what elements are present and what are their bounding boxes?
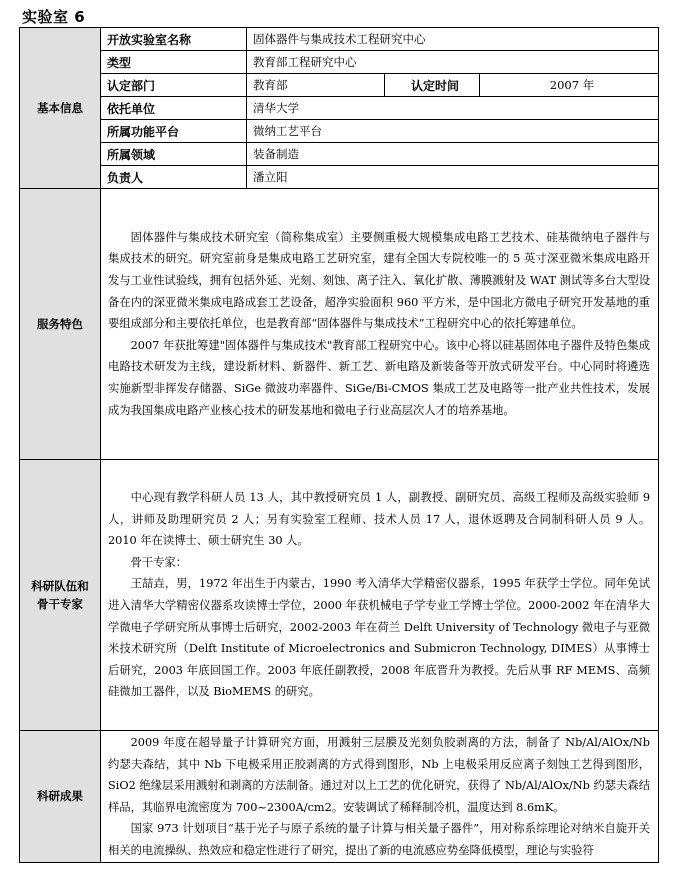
label-lab-name: 开放实验室名称 [101, 28, 247, 51]
section-team [20, 460, 101, 731]
team-paragraph: 骨干专家： [130, 555, 188, 569]
service-paragraph: 固体器件与集成技术研究室（简称集成室）主要侧重极大规模集成电路工艺技术、硅基微纳电子器件与集成技术的研究。研究室前身是集成电路工艺研究室，建有全国大专院校唯一的 5 英寸深亚微米集成电路开发与工业性试验线，拥有包括外延、光刻、刻蚀、离子注入、氧化扩散、薄膜溅射及 WAT 测试等多台大型设备在内的深亚微米集成电路成套工艺设备，超净实验面积 960 平方米，是中国北方微电子研究开发基地的重要组成部分和主要依托单位，也是教育部“固体器件与集成技术”工程研究中心的依托筹建单位。 [108, 230, 651, 331]
label-director: 负责人 [101, 166, 247, 189]
value-cert-time: 2007 年 [480, 74, 659, 97]
value-director: 潘立阳 [247, 166, 659, 189]
value-field: 装备制造 [247, 143, 659, 166]
team-paragraph: 王喆垚，男，1972 年出生于内蒙古，1990 考入清华大学精密仪器系，1995 年获学士学位。同年免试进入清华大学精密仪器系攻读博士学位，2000 年获机械电子学专业工学博士学位。2000-2002 年在清华大学微电子学研究所从事博士后研究，2002-2003 年在荷兰 Delft University of Technology 微电子与亚微米技术研究所（Delft Institute of Microelectronics and Submicron Technology, DIMES）从事博士后研究，2003 年底回国工作。2003 年底任副教授，2008 年底晋升为教授。先后从事 RF MEMS、高频硅微加工器件，以及 BioMEMS 的研究。 [108, 577, 651, 699]
service-text [101, 189, 659, 460]
section-basic-info: 基本信息 [20, 28, 101, 189]
value-host-unit: 清华大学 [247, 97, 659, 120]
lab-info-table [19, 27, 659, 863]
team-text [101, 460, 659, 731]
value-cert-dept: 教育部 [247, 74, 385, 97]
results-paragraph: 国家 973 计划项目“基于光子与原子系统的量子计算与相关量子器件”，用对称系综理论对纳米自旋开关相关的电流操纵、热效应和稳定性进行了研究，提出了新的电流感应势垒降低模型，理论与实验符 [108, 822, 651, 857]
label-type: 类型 [101, 51, 247, 74]
value-type: 教育部工程研究中心 [247, 51, 659, 74]
team-paragraph: 中心现有教学科研人员 13 人，其中教授研究员 1 人，副教授、副研究员、高级工程师及高级实验师 9 人，讲师及助理研究员 2 人；另有实验室工程师、技术人员 17 人，退休返聘及合同制科研人员 9 人。2010 年在读博士、硕士研究生 30 人。 [108, 491, 651, 548]
value-platform: 微纳工艺平台 [247, 120, 659, 143]
section-team-line2: 骨干专家 [37, 597, 83, 611]
label-platform: 所属功能平台 [101, 120, 247, 143]
label-cert-dept: 认定部门 [101, 74, 247, 97]
section-results: 科研成果 [20, 731, 101, 863]
service-paragraph: 2007 年获批筹建"固体器件与集成技术"教育部工程研究中心。该中心将以硅基固体电子器件及特色集成电路技术研发为主线，建设新材料、新器件、新工艺、新电路及新装备等开放式研发平台。中心同时将遴选实施新型非挥发存储器、SiGe 微波功率器件、SiGe/Bi-CMOS 集成工艺及电路等一批产业共性技术，发展成为我国集成电路产业核心技术的研发基地和微电子行业高层次人才的培养基地。 [108, 338, 651, 417]
label-field: 所属领域 [101, 143, 247, 166]
section-service: 服务特色 [20, 189, 101, 460]
page-heading: 实验室 6 [22, 8, 86, 26]
results-paragraph: 2009 年度在超导量子计算研究方面，用溅射三层膜及光刻负胶剥离的方法，制备了 Nb/Al/AlOx/Nb 约瑟夫森结，其中 Nb 下电极采用正胶剥离的方式得到图形，Nb 上电极采用反应离子刻蚀工艺得到图形，SiO2 绝缘层采用溅射和剥离的方法制备。通过对以上工艺的优化研究，获得了 Nb/Al/AlOx/Nb 约瑟夫森结样品，其临界电流密度为 700~2300A/cm2。安装调试了稀释制冷机，温度达到 8.6mK。 [108, 736, 651, 814]
label-host-unit: 依托单位 [101, 97, 247, 120]
label-cert-time: 认定时间 [385, 74, 480, 97]
results-text [101, 731, 659, 863]
value-lab-name: 固体器件与集成技术工程研究中心 [247, 28, 659, 51]
section-team-line1: 科研队伍和 [31, 579, 89, 593]
